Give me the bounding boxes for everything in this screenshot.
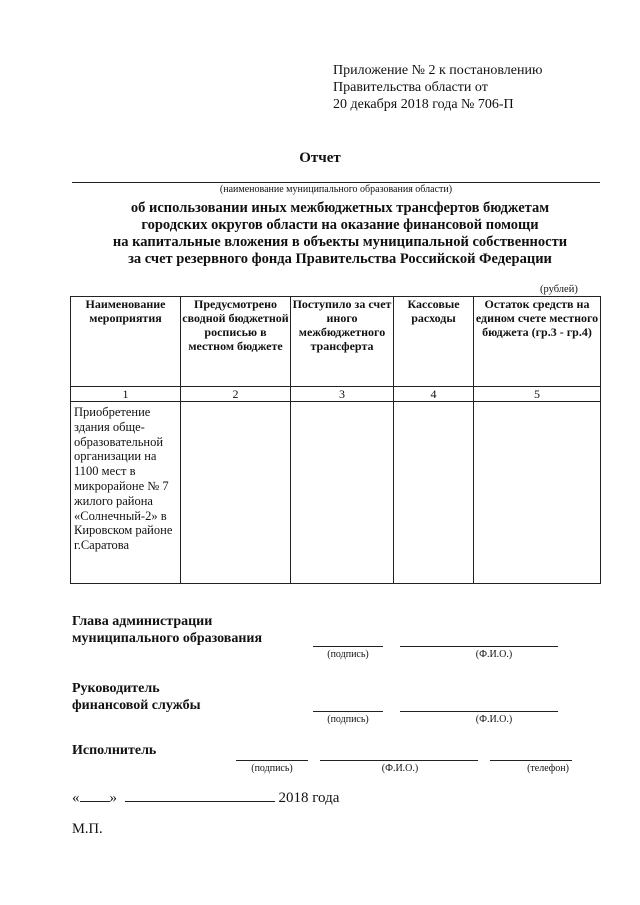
- finance-name-caption: (Ф.И.О.): [475, 714, 513, 725]
- column-header-expenses: Кассовые расходы: [394, 297, 474, 387]
- document-title: Отчет: [299, 150, 341, 166]
- executor-signature-line[interactable]: [236, 760, 308, 761]
- column-number: 4: [394, 387, 474, 402]
- finance-label-line-2: финансовой службы: [72, 698, 201, 713]
- finance-signature-label: [72, 680, 201, 714]
- column-header-balance: Остаток средств на едином счете местного бюджета (гр.3 - гр.4): [474, 297, 601, 387]
- received-amount-cell[interactable]: [291, 402, 394, 584]
- appendix-line-3: 20 декабря 2018 года № 706-П: [333, 97, 514, 112]
- head-label-line-2: муниципального образования: [72, 631, 263, 646]
- head-signature-caption: (подпись): [327, 649, 369, 660]
- head-name-caption: (Ф.И.О.): [475, 649, 513, 660]
- head-signature-line[interactable]: [313, 646, 383, 647]
- date-month-field[interactable]: [125, 789, 275, 802]
- subtitle-line-2: городских округов области на оказание финансовой помощи: [141, 217, 539, 233]
- date-row: [72, 789, 339, 807]
- column-number: 1: [71, 387, 181, 402]
- units-label: (рублей): [540, 284, 578, 295]
- finance-label-line-1: Руководитель: [72, 681, 160, 696]
- date-close-quote: »: [109, 790, 117, 806]
- column-header-planned: Предусмотрено сводной бюджетной росписью в местном бюджете: [181, 297, 291, 387]
- executor-name-caption: (Ф.И.О.): [381, 763, 419, 774]
- appendix-header: [333, 62, 542, 113]
- head-name-line[interactable]: [400, 646, 558, 647]
- report-table: [70, 296, 601, 584]
- municipality-caption: (наименование муниципального образования области): [219, 184, 453, 195]
- executor-phone-line[interactable]: [490, 760, 572, 761]
- date-year-text: 2018 года: [278, 790, 340, 806]
- head-signature-label: [72, 613, 262, 647]
- date-day-field[interactable]: [80, 789, 110, 802]
- subtitle-line-4: за счет резервного фонда Правительства Российской Федерации: [128, 251, 552, 267]
- executor-phone-caption: (телефон): [527, 763, 569, 774]
- balance-amount-cell[interactable]: [474, 402, 601, 584]
- document-subtitle: [60, 200, 620, 268]
- finance-signature-caption: (подпись): [327, 714, 369, 725]
- appendix-line-2: Правительства области от: [333, 80, 488, 95]
- column-number: 3: [291, 387, 394, 402]
- appendix-line-1: Приложение № 2 к постановлению: [333, 63, 543, 78]
- table-header-row: [71, 297, 601, 387]
- stamp-place-label: М.П.: [72, 821, 103, 837]
- date-open-quote: «: [72, 790, 80, 806]
- expenses-amount-cell[interactable]: [394, 402, 474, 584]
- executor-label: Исполнитель: [72, 743, 157, 758]
- column-header-name: Наименование мероприятия: [71, 297, 181, 387]
- column-number: 5: [474, 387, 601, 402]
- municipality-fill-line[interactable]: [72, 182, 600, 183]
- head-label-line-1: Глава администрации: [72, 614, 213, 629]
- executor-signature-caption: (подпись): [251, 763, 293, 774]
- column-number: 2: [181, 387, 291, 402]
- table-row: [71, 402, 601, 584]
- planned-amount-cell[interactable]: [181, 402, 291, 584]
- executor-name-line[interactable]: [320, 760, 478, 761]
- subtitle-line-1: об использовании иных межбюджетных трансфертов бюджетам: [130, 200, 550, 216]
- subtitle-line-3: на капитальные вложения в объекты муниципальной собственности: [112, 234, 568, 250]
- activity-name-cell: Приобретение здания обще-образовательной организации на 1100 мест в микрорайоне № 7 жилого района «Солнечный-2» в Кировском районе г.Саратова: [71, 402, 181, 584]
- column-number-row: [71, 387, 601, 402]
- finance-signature-line[interactable]: [313, 711, 383, 712]
- column-header-received: Поступило за счет иного межбюджетного трансферта: [291, 297, 394, 387]
- finance-name-line[interactable]: [400, 711, 558, 712]
